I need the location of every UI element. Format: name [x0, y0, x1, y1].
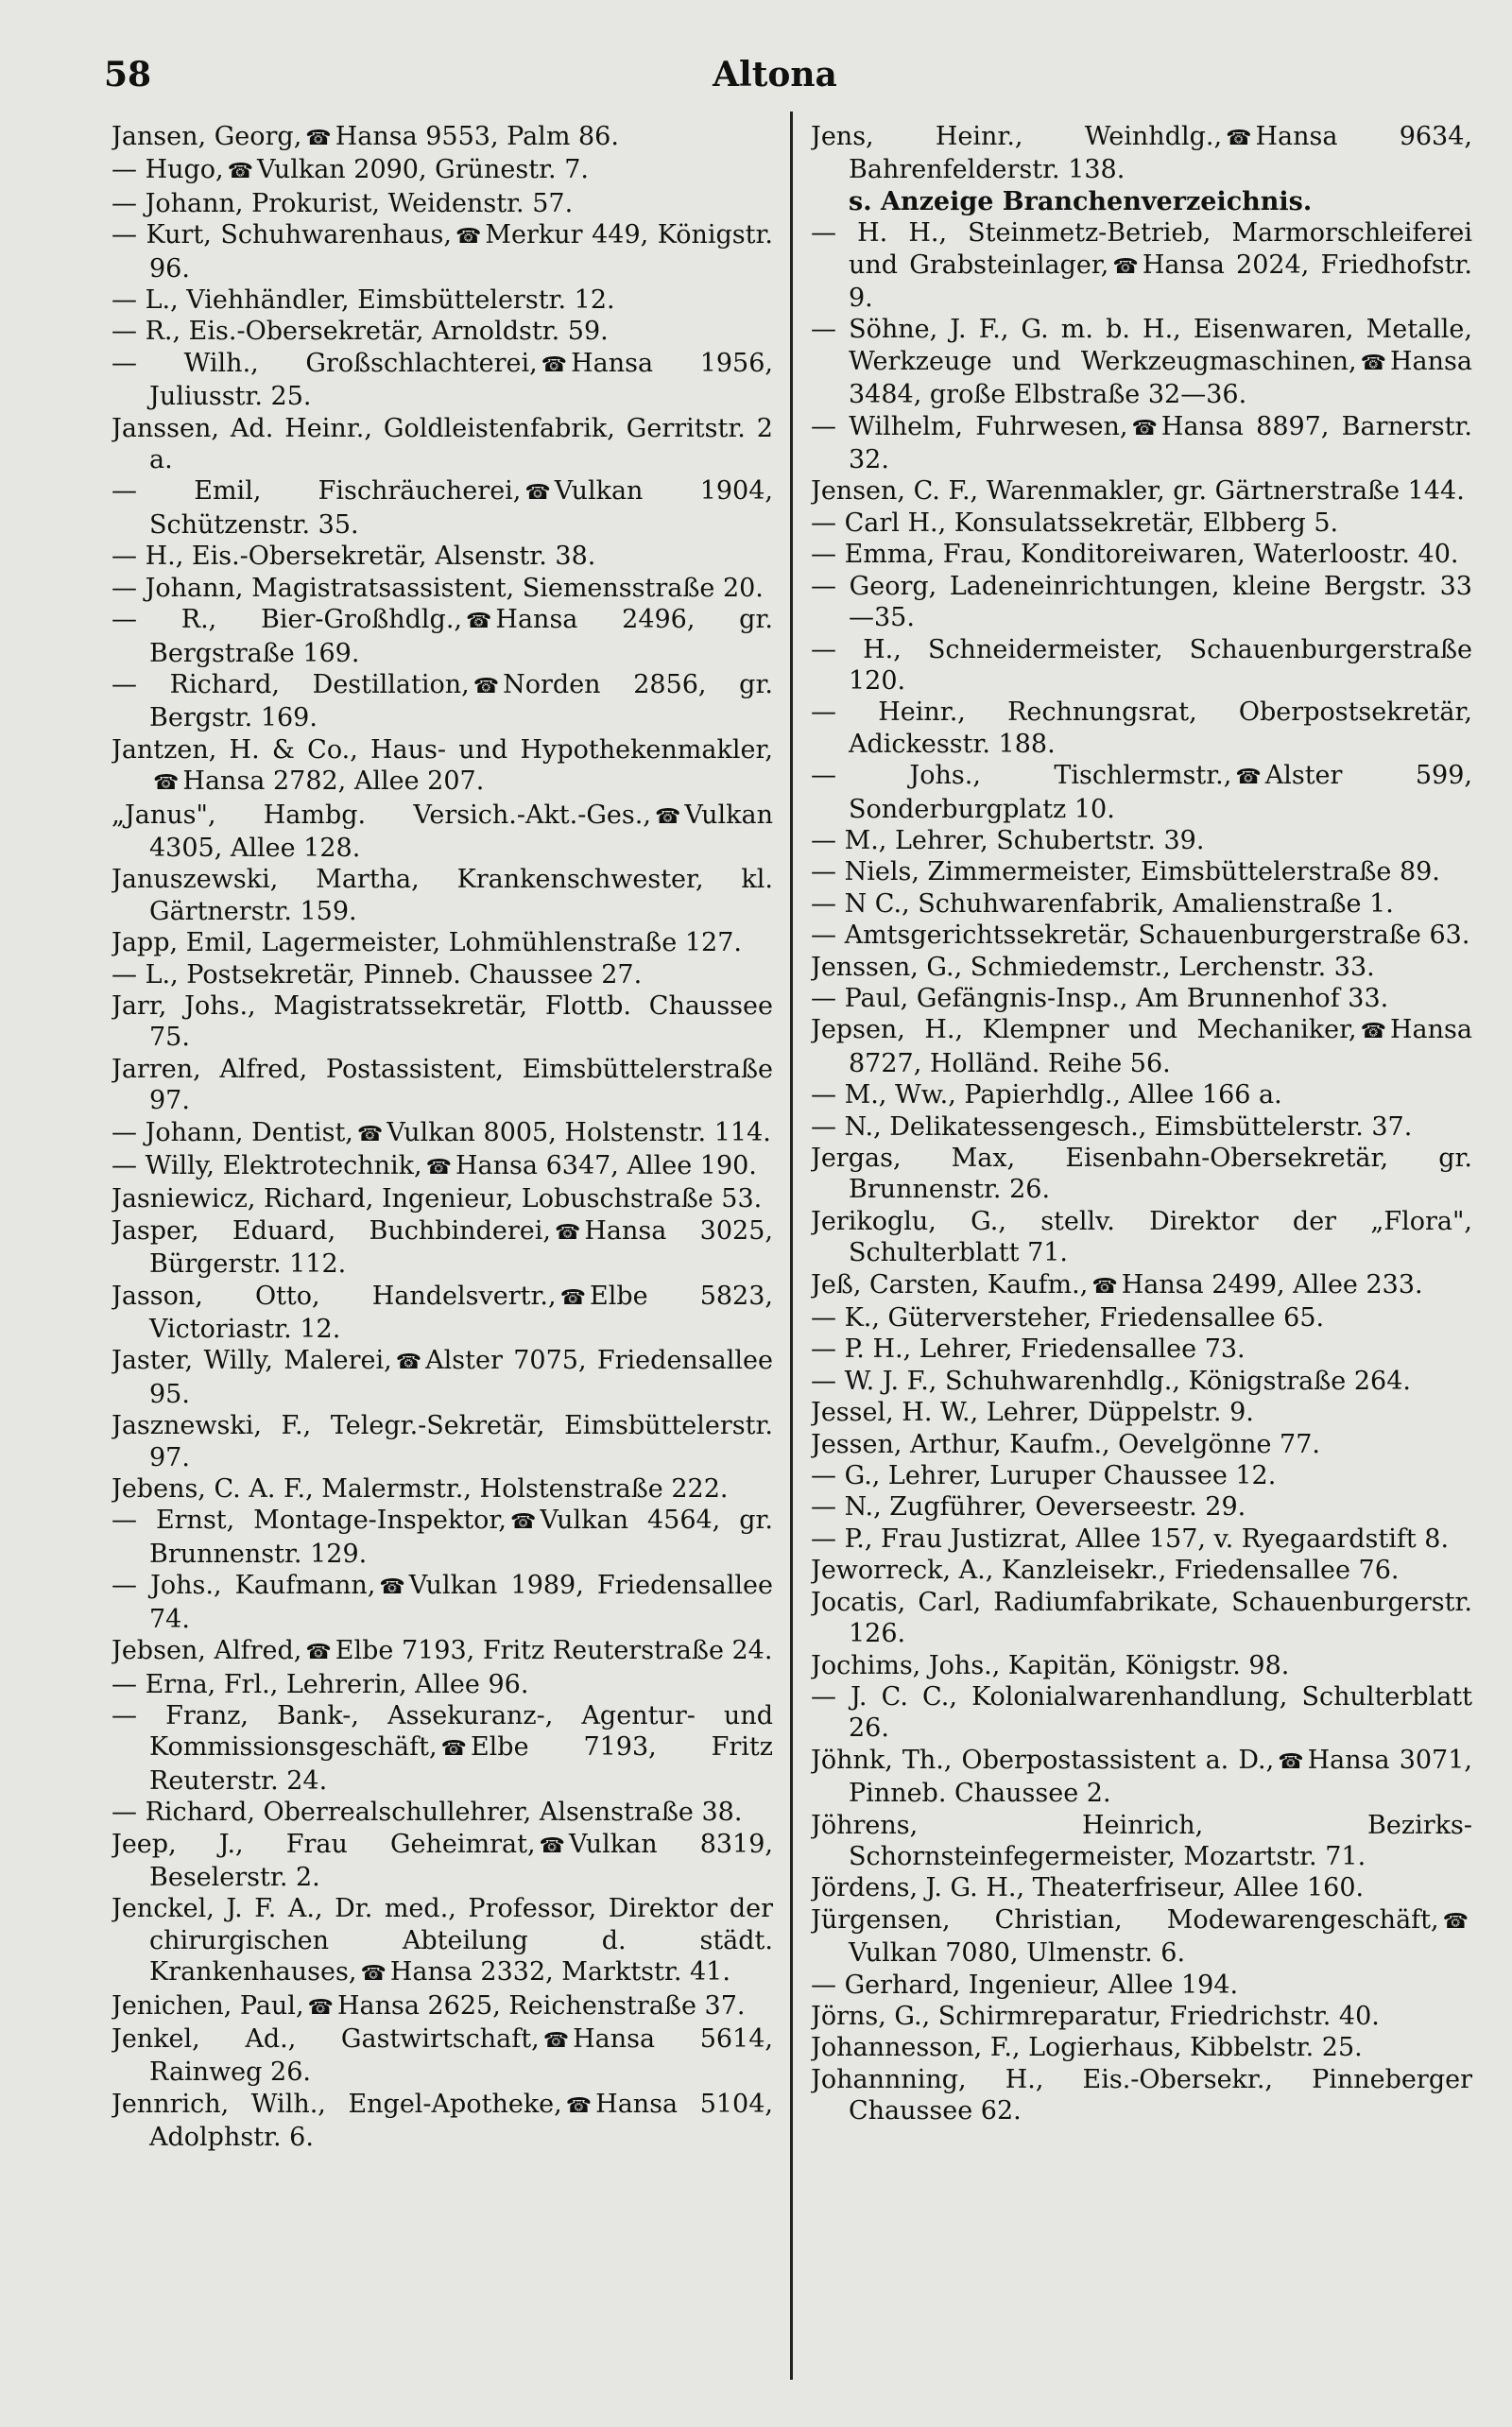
directory-entry [112, 219, 773, 284]
entry-name: Jenichen, Paul, [112, 1990, 304, 2021]
entry-text: — Carl H., Konsulatssekretär, Elbberg 5. [811, 508, 1339, 538]
directory-entry [112, 1990, 773, 2023]
entry-name: — Wilhelm, Fuhrwesen, [811, 411, 1128, 441]
directory-entry [112, 1281, 773, 1346]
telephone-icon: ☎ [539, 1833, 565, 1858]
directory-entry [112, 800, 773, 865]
entry-text: Jessen, Arthur, Kaufm., Oevelgönne 77. [811, 1429, 1320, 1459]
entry-text: — Niels, Zimmermeister, Eimsbüttelerstraße 89. [811, 857, 1440, 887]
telephone-icon: ☎ [356, 1122, 384, 1146]
directory-entry [811, 1460, 1472, 1491]
entry-name: — Wilh., Großschlachterei, [112, 348, 538, 378]
telephone-icon: ☎ [524, 481, 551, 506]
directory-entry [811, 825, 1472, 856]
entry-name: — Kurt, Schuhwarenhaus, [112, 220, 452, 250]
directory-entry [811, 1745, 1472, 1810]
right-column [811, 121, 1472, 2389]
directory-entry [112, 1669, 773, 1700]
entry-text: — Amtsgerichtssekretär, Schauenburgerstraße 63. [811, 921, 1470, 951]
directory-entry [811, 697, 1472, 760]
telephone-icon: ☎ [1091, 1274, 1118, 1299]
entry-phone-address: Hansa 9553, Palm 86. [335, 122, 619, 151]
directory-entry [112, 1410, 773, 1473]
directory-entry [112, 1054, 773, 1117]
directory-entry [112, 734, 773, 800]
entry-name: Jepsen, H., Klempner und Mechaniker, [811, 1015, 1357, 1045]
telephone-icon: ☎ [440, 1737, 467, 1762]
entry-text: — N., Zugführer, Oeverseestr. 29. [811, 1492, 1246, 1523]
telephone-icon: ☎ [1360, 1020, 1386, 1044]
directory-entry [112, 864, 773, 927]
directory-entry [811, 760, 1472, 825]
entry-phone-address: Elbe 7193, Fritz Reuterstraße 24. [335, 1636, 773, 1666]
entry-text: Jebens, C. A. F., Malermstr., Holstenstraße 222. [112, 1474, 729, 1505]
directory-entry [112, 1345, 773, 1410]
entry-text: — M., Lehrer, Schubertstr. 39. [811, 825, 1205, 855]
entry-text: — Georg, Ladeneinrichtungen, kleine Bergstr. 33—35. [811, 571, 1472, 633]
directory-entry [811, 1111, 1472, 1143]
entry-text: — J. C. C., Kolonialwarenhandlung, Schulterblatt 26. [811, 1681, 1472, 1744]
telephone-icon: ☎ [1360, 351, 1386, 375]
entry-name: Jöhnk, Th., Oberpostassistent a. D., [811, 1745, 1275, 1775]
directory-entry [811, 856, 1472, 887]
entry-text: — K., Güterversteher, Friedensallee 65. [811, 1303, 1325, 1334]
directory-entry [112, 1473, 773, 1505]
telephone-icon: ☎ [509, 1510, 537, 1535]
entry-name: — Hugo, [112, 155, 224, 185]
telephone-icon: ☎ [307, 1995, 334, 2020]
telephone-icon: ☎ [554, 1220, 581, 1245]
entry-text: — W. J. F., Schuhwarenhdlg., Königstraße 264. [811, 1366, 1411, 1396]
entry-text: — G., Lehrer, Luruper Chaussee 12. [811, 1461, 1277, 1491]
directory-entry [811, 508, 1472, 539]
directory-entry [112, 1893, 773, 1989]
entry-phone-address: Hansa 3484, große Elbstraße 32—36. [849, 346, 1472, 410]
entry-text: — M., Ww., Papierhdlg., Allee 166 a. [811, 1080, 1282, 1110]
telephone-icon: ☎ [425, 1156, 453, 1179]
directory-entry [112, 154, 773, 187]
directory-entry [112, 2023, 773, 2089]
directory-entry [112, 121, 773, 154]
directory-entry [811, 1014, 1472, 1079]
telephone-icon: ☎ [153, 771, 180, 796]
directory-entry [811, 1587, 1472, 1650]
directory-entry [811, 1429, 1472, 1460]
directory-entry [811, 2032, 1472, 2063]
entry-name: — Ernst, Montage-Inspektor, [112, 1506, 507, 1536]
directory-entry [811, 1334, 1472, 1365]
telephone-icon: ☎ [1278, 1749, 1304, 1774]
directory-entry [811, 1810, 1472, 1873]
entry-phone-address: Vulkan 7080, Ulmenstr. 6. [849, 1938, 1186, 1969]
entry-text: Jeworreck, A., Kanzleisekr., Friedensallee 76. [811, 1556, 1400, 1586]
directory-entry [811, 920, 1472, 951]
section-note [811, 186, 1472, 217]
directory-entry [112, 1570, 773, 1635]
entry-text: — Gerhard, Ingenieur, Allee 194. [811, 1970, 1239, 2000]
directory-entry [811, 1681, 1472, 1745]
entry-text: Jarren, Alfred, Postassistent, Eimsbüttelerstraße 97. [112, 1054, 773, 1116]
telephone-icon: ☎ [466, 610, 492, 634]
entry-name: — Emil, Fischräucherei, [112, 476, 522, 507]
telephone-icon: ☎ [360, 1962, 387, 1987]
directory-entry [811, 1904, 1472, 1970]
entry-name: Jasson, Otto, Handelsvertr., [112, 1281, 557, 1311]
directory-entry [811, 952, 1472, 983]
telephone-icon: ☎ [472, 674, 500, 698]
directory-entry [112, 284, 773, 316]
entry-text: — H., Schneidermeister, Schauenburgerstraße 120. [811, 634, 1472, 696]
telephone-icon: ☎ [1226, 127, 1252, 150]
entry-phone-address: Vulkan 1904, Schützenstr. 35. [149, 476, 773, 540]
entry-text: — N., Delikatessengesch., Eimsbüttelerstr. 37. [811, 1111, 1413, 1142]
telephone-icon: ☎ [1442, 1909, 1469, 1934]
entry-text: Johannning, H., Eis.-Obersekr., Pinneberger Chaussee 62. [811, 2064, 1472, 2126]
entry-phone-address: Hansa 5104, Adolphstr. 6. [149, 2089, 773, 2153]
directory-entry [112, 1183, 773, 1214]
entry-text: — Johann, Magistratsassistent, Siemensstraße 20. [112, 573, 764, 603]
entry-name: — H. H., Steinmetz-Betrieb, Marmorschleiferei und Grabsteinlager, [811, 218, 1472, 280]
directory-entry [112, 413, 773, 476]
entry-name: — Johann, Dentist, [112, 1117, 353, 1147]
directory-entry [112, 1215, 773, 1281]
entry-phone-address: Hansa 9634, Bahrenfelderstr. 138. [849, 122, 1472, 185]
entry-phone-address: Hansa 5614, Rainweg 26. [149, 2023, 773, 2088]
entry-phone-address: Vulkan 8319, Beselerstr. 2. [149, 1829, 773, 1892]
telephone-icon: ☎ [654, 804, 681, 829]
entry-name: „Janus", Hambg. Versich.-Akt.-Ges., [112, 800, 651, 830]
directory-entry [112, 1505, 773, 1570]
directory-entry [112, 959, 773, 990]
directory-entry [811, 1555, 1472, 1586]
directory-entry [112, 573, 773, 604]
entry-phone-address: Hansa 2782, Allee 207. [182, 766, 485, 797]
directory-entry [112, 2089, 773, 2154]
entry-phone-address: Hansa 8897, Barnerstr. 32. [849, 411, 1472, 475]
section-note-text: s. Anzeige Branchenverzeichnis. [849, 186, 1313, 216]
entry-text: — R., Eis.-Obersekretär, Arnoldstr. 59. [112, 317, 609, 347]
directory-entry [112, 1117, 773, 1150]
telephone-icon: ☎ [395, 1351, 422, 1375]
entry-text: Jergas, Max, Eisenbahn-Obersekretär, gr. Brunnenstr. 26. [811, 1144, 1472, 1205]
entry-phone-address: Hansa 2625, Reichenstraße 37. [336, 1990, 746, 2021]
directory-entry [112, 604, 773, 669]
directory-entry [811, 1650, 1472, 1681]
entry-text: Jasniewicz, Richard, Ingenieur, Lobuschstraße 53. [112, 1184, 763, 1214]
telephone-icon: ☎ [227, 160, 254, 184]
directory-entry [811, 2001, 1472, 2032]
directory-entry [811, 1079, 1472, 1110]
entry-name: Jeß, Carsten, Kaufm., [811, 1269, 1089, 1300]
telephone-icon: ☎ [1235, 766, 1262, 790]
directory-entry [112, 1829, 773, 1894]
directory-entry [112, 475, 773, 541]
entry-text: — L., Viehhändler, Eimsbüttelerstr. 12. [112, 285, 615, 316]
entry-name: Jenkel, Ad., Gastwirtschaft, [112, 2023, 540, 2054]
entry-name: Jansen, Georg, [112, 122, 302, 151]
entry-text: — Erna, Frl., Lehrerin, Allee 96. [112, 1669, 529, 1699]
entry-name: Jenckel, J. F. A., Dr. med., Professor, Direktor der chirurgischen Abteilung d. städt. Krankenhauses, [112, 1894, 773, 1988]
directory-entry [112, 1797, 773, 1828]
entry-text: Jöhrens, Heinrich, Bezirks-Schornsteinfegermeister, Mozartstr. 71. [811, 1810, 1472, 1871]
directory-entry [811, 121, 1472, 186]
directory-entry [811, 1302, 1472, 1334]
directory-entry [811, 888, 1472, 920]
entry-text: Jarr, Johs., Magistratssekretär, Flottb. Chaussee 75. [112, 990, 773, 1053]
entry-phone-address: Alster 599, Sonderburgplatz 10. [849, 761, 1472, 824]
directory-entry [811, 411, 1472, 476]
directory-entry [811, 2064, 1472, 2127]
entry-text: Januszewski, Martha, Krankenschwester, kl. Gärtnerstr. 159. [112, 865, 773, 926]
entry-name: Jebsen, Alfred, [112, 1636, 302, 1666]
telephone-icon: ☎ [1131, 416, 1158, 440]
entry-text: — P., Frau Justizrat, Allee 157, v. Ryegaardstift 8. [811, 1523, 1450, 1554]
directory-entry [112, 188, 773, 219]
entry-name: — Richard, Destillation, [112, 669, 470, 699]
entry-phone-address: Vulkan 1989, Friedensallee 74. [149, 1571, 773, 1634]
entry-text: Jocatis, Carl, Radiumfabrikate, Schauenburgerstr. 126. [811, 1587, 1472, 1649]
entry-text: — Emma, Frau, Konditoreiwaren, Waterloostr. 40. [811, 540, 1459, 570]
directory-entry [811, 475, 1472, 507]
telephone-icon: ☎ [455, 225, 482, 250]
entry-name: — Franz, Bank-, Assekuranz-, Agentur- und Kommissionsgeschäft, [112, 1700, 773, 1763]
entry-phone-address: Hansa 3025, Bürgerstr. 112. [149, 1215, 773, 1280]
directory-entry [811, 1491, 1472, 1523]
entry-name: — Johs., Tischlermstr., [811, 761, 1232, 791]
entry-name: Jasper, Eduard, Buchbinderei, [112, 1215, 551, 1246]
entry-phone-address: Hansa 3071, Pinneb. Chaussee 2. [849, 1745, 1472, 1809]
telephone-icon: ☎ [565, 2093, 593, 2118]
entry-text: Johannesson, F., Logierhaus, Kibbelstr. 25. [811, 2033, 1363, 2063]
entry-text: — Heinr., Rechnungsrat, Oberpostsekretär, Adickesstr. 188. [811, 697, 1472, 759]
page-number: 58 [104, 55, 152, 95]
entry-text: — Richard, Oberrealschullehrer, Alsenstraße 38. [112, 1798, 743, 1828]
entry-phone-address: Hansa 8727, Holländ. Reihe 56. [849, 1015, 1472, 1078]
entry-phone-address: Elbe 7193, Fritz Reuterstr. 24. [149, 1732, 773, 1796]
left-column [112, 121, 773, 2389]
entry-phone-address: Vulkan 4564, gr. Brunnenstr. 129. [149, 1506, 773, 1569]
directory-entry [112, 1150, 773, 1183]
directory-entry [811, 1206, 1472, 1269]
column-divider [790, 112, 793, 2380]
entry-text: Janssen, Ad. Heinr., Goldleistenfabrik, Gerritstr. 2 a. [112, 413, 773, 475]
entry-text: Jensen, C. F., Warenmakler, gr. Gärtnerstraße 144. [811, 476, 1465, 507]
entry-text: Jessel, H. W., Lehrer, Düppelstr. 9. [811, 1398, 1254, 1428]
directory-entry [112, 1700, 773, 1797]
telephone-icon: ☎ [1112, 254, 1139, 279]
entry-text: Jochims, Johs., Kapitän, Königstr. 98. [811, 1650, 1290, 1680]
entry-name: Jeep, J., Frau Geheimrat, [112, 1829, 536, 1859]
entry-phone-address: Hansa 2024, Friedhofstr. 9. [849, 250, 1472, 314]
entry-phone-address: Vulkan 2090, Grünestr. 7. [257, 155, 589, 185]
entry-phone-address: Norden 2856, gr. Bergstr. 169. [149, 669, 773, 733]
entry-text: Jenssen, G., Schmiedemstr., Lerchenstr. 33. [811, 952, 1375, 982]
entry-text: — Paul, Gefängnis-Insp., Am Brunnenhof 33. [811, 983, 1389, 1013]
directory-entry [112, 990, 773, 1054]
entry-phone-address: Vulkan 4305, Allee 128. [149, 800, 773, 863]
entry-phone-address: Hansa 2332, Marktstr. 41. [389, 1957, 730, 1988]
entry-text: Jasznewski, F., Telegr.-Sekretär, Eimsbüttelerstr. 97. [112, 1411, 773, 1472]
page-header [104, 55, 1446, 102]
directory-entry [811, 983, 1472, 1014]
entry-text: Jörns, G., Schirmreparatur, Friedrichstr. 40. [811, 2001, 1380, 2031]
entry-text: — P. H., Lehrer, Friedensallee 73. [811, 1334, 1246, 1365]
entry-phone-address: Elbe 5823, Victoriastr. 12. [149, 1281, 773, 1345]
entry-text: — N C., Schuhwarenfabrik, Amalienstraße 1. [811, 888, 1394, 919]
directory-entry [811, 571, 1472, 634]
entry-text: — L., Postsekretär, Pinneb. Chaussee 27. [112, 959, 643, 990]
entry-phone-address: Hansa 2496, gr. Bergstraße 169. [149, 605, 773, 668]
directory-entry [112, 348, 773, 413]
telephone-icon: ☎ [379, 1575, 405, 1600]
directory-entry [112, 541, 773, 572]
directory-entry [811, 1366, 1472, 1397]
entry-text: — Johann, Prokurist, Weidenstr. 57. [112, 188, 574, 218]
directory-entry [811, 539, 1472, 570]
entry-text: Jerikoglu, G., stellv. Direktor der „Flora", Schulterblatt 71. [811, 1206, 1472, 1268]
directory-entry [811, 1523, 1472, 1555]
entry-name: — Johs., Kaufmann, [112, 1571, 376, 1601]
entry-text: Japp, Emil, Lagermeister, Lohmühlenstraße 127. [112, 928, 742, 958]
telephone-icon: ☎ [542, 2028, 570, 2053]
entry-name: Jennrich, Wilh., Engel-Apotheke, [112, 2089, 562, 2119]
directory-entry [811, 1269, 1472, 1302]
entry-name: Jaster, Willy, Malerei, [112, 1346, 392, 1376]
entry-name: Jens, Heinr., Weinhdlg., [811, 122, 1223, 151]
telephone-icon: ☎ [305, 1641, 332, 1665]
entry-name: — Willy, Elektrotechnik, [112, 1151, 422, 1180]
entry-phone-address: Merkur 449, Königstr. 96. [149, 220, 773, 284]
directory-entry [811, 217, 1472, 314]
directory-entry [811, 634, 1472, 697]
directory-entry [112, 316, 773, 347]
entry-phone-address: Hansa 1956, Juliusstr. 25. [149, 348, 773, 412]
entry-name: — R., Bier-Großhdlg., [112, 605, 462, 635]
entry-phone-address: Vulkan 8005, Holstenstr. 114. [387, 1117, 771, 1147]
directory-entry [811, 1397, 1472, 1428]
telephone-icon: ☎ [559, 1285, 586, 1310]
running-head: Altona [713, 55, 837, 95]
entry-phone-address: Hansa 6347, Allee 190. [455, 1151, 757, 1180]
entry-phone-address: Alster 7075, Friedensallee 95. [149, 1346, 773, 1409]
directory-entry [811, 314, 1472, 410]
directory-entry [112, 1635, 773, 1668]
entry-text: — H., Eis.-Obersekretär, Alsenstr. 38. [112, 542, 596, 572]
directory-entry [811, 1872, 1472, 1903]
telephone-icon: ☎ [305, 127, 332, 150]
directory-entry [811, 1970, 1472, 2001]
entry-text: Jantzen, H. & Co., Haus- und Hypothekenmakler, [112, 734, 773, 765]
directory-entry [112, 927, 773, 958]
entry-name: — Söhne, J. F., G. m. b. H., Eisenwaren, Metalle, Werkzeuge und Werkzeugmaschinen, [811, 315, 1472, 376]
entry-phone-address: Hansa 2499, Allee 233. [1121, 1269, 1423, 1300]
telephone-icon: ☎ [541, 353, 568, 377]
directory-entry [811, 1143, 1472, 1206]
directory-entry [112, 669, 773, 734]
entry-text: Jördens, J. G. H., Theaterfriseur, Allee 160. [811, 1873, 1365, 1903]
entry-name: Jürgensen, Christian, Modewarengeschäft, [811, 1904, 1439, 1935]
